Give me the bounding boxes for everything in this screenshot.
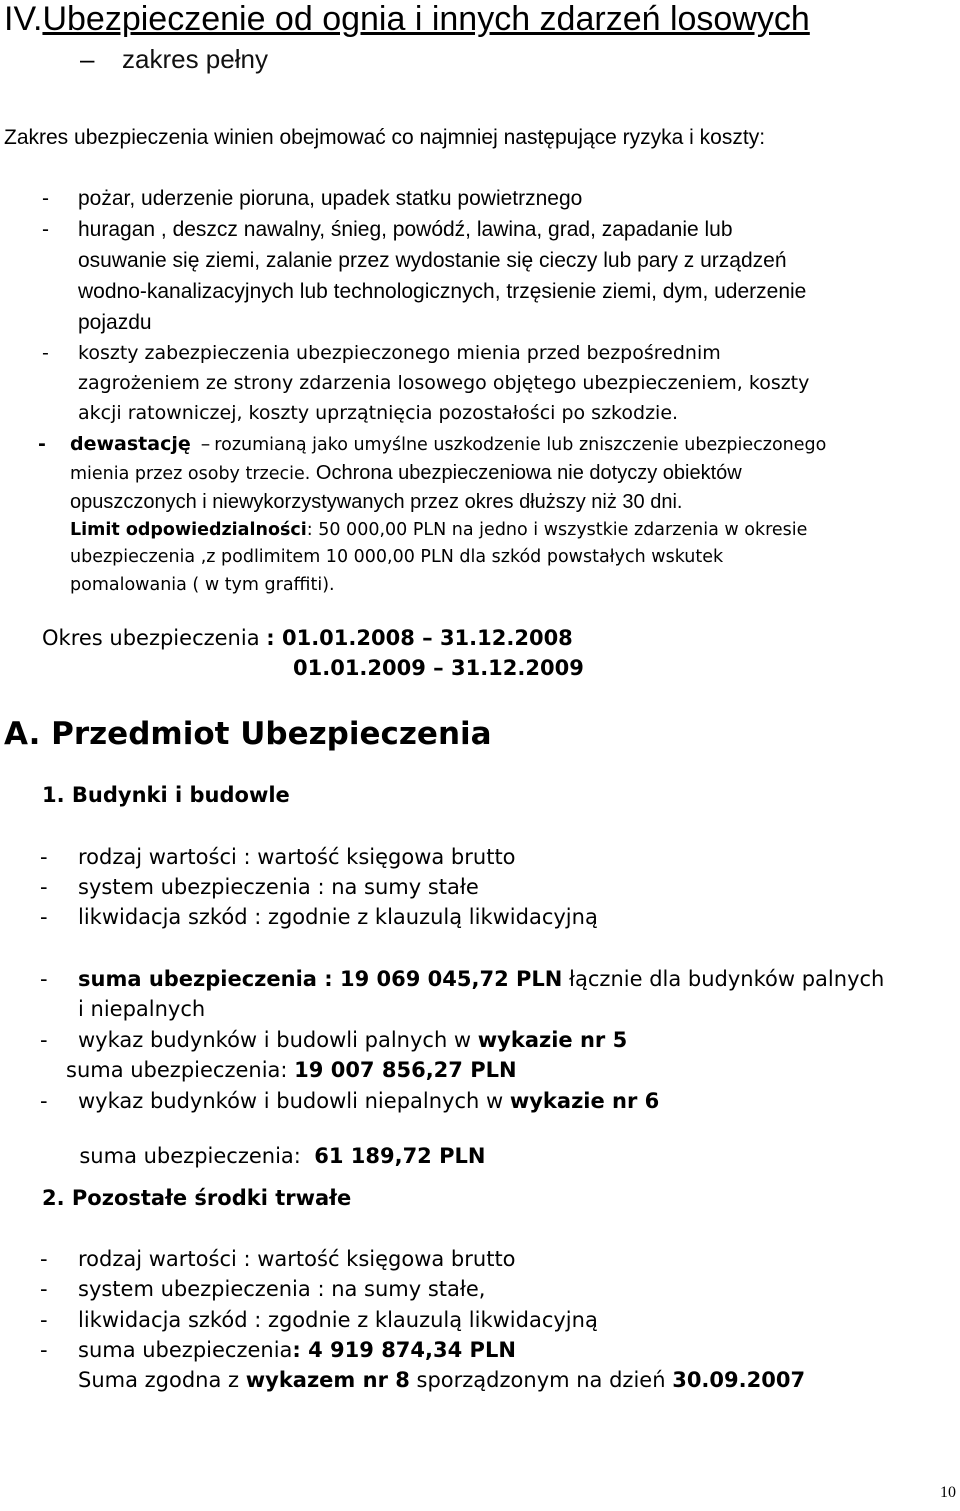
limit-line-1-rest: : 50 000,00 PLN na jedno i wszystkie zdarzenia w okresie [306,520,808,540]
period-1: 01.01.2008 – 31.12.2008 [281,626,573,650]
heading-sub-dash: – [80,44,95,74]
s2-line-5 [78,1368,805,1392]
s1-line-4 [78,967,884,991]
s1-title: 1. Budynki i budowle [42,783,290,807]
s1-line-2: system ubezpieczenia : na sumy stałe [78,875,479,899]
s1-line-6 [78,1089,659,1113]
s1-sum-5 [66,1058,517,1082]
s1-sum-6b: 61 189,72 PLN [314,1144,486,1168]
s1-line-6a: wykaz budynków i budowli niepalnych w [78,1089,510,1113]
s1-dash-2: - [40,875,48,899]
s1-dash-1: - [40,845,48,869]
risk-2-line-1: huragan , deszcz nawalny, śnieg, powódź, lawina, grad, zapadanie lub [78,218,733,241]
s1-sum-6a: suma ubezpieczenia: [79,1144,315,1168]
s1-sum-5a: suma ubezpieczenia: [66,1058,295,1082]
s1-line-5b: wykazie nr 5 [477,1028,628,1052]
limit-line-2: ubezpieczenia ,z podlimitem 10 000,00 PLN dla szkód powstałych wskutek [70,547,724,567]
s2-dash-4: - [40,1338,48,1362]
risk-3-line-3: akcji ratowniczej, koszty uprzątnięcia pozostałości po szkodzie. [78,402,679,424]
s1-line-3: likwidacja szkód : zgodnie z klauzulą likwidacyjną [78,905,598,929]
s1-line-4b: i niepalnych [78,997,206,1021]
s2-line-4 [78,1338,516,1362]
s1-line-6b: wykazie nr 6 [509,1089,660,1113]
risk-dash-3: - [42,342,49,364]
s1-line-4-rest: łącznie dla budynków palnych [562,967,885,991]
s1-line-5 [78,1028,627,1052]
limit-label: Limit odpowiedzialności [70,520,307,540]
s2-line-4a: suma ubezpieczenia [78,1338,293,1362]
period-colon: : [266,626,282,650]
heading-title: Ubezpieczenie od ognia i innych zdarzeń losowych [42,0,810,38]
s2-title: 2. Pozostałe środki trwałe [42,1186,352,1210]
risk-4-line-3: opuszczonych i niewykorzystywanych przez okres dłuższy niż 30 dni. [70,491,683,513]
section-a-title: A. Przedmiot Ubezpieczenia [4,716,492,752]
s2-line-1: rodzaj wartości : wartość księgowa brutto [78,1247,516,1271]
s2-line-5d: 30.09.2007 [672,1368,806,1392]
risk-4-term: dewastację [70,433,191,455]
s1-dash-3: - [40,905,48,929]
risk-4-emdash: – [200,433,211,455]
s1-sum-5b: 19 007 856,27 PLN [294,1058,517,1082]
risk-dash-1: - [42,187,49,210]
s1-sum-6 [66,1120,485,1168]
risk-3-line-1: koszty zabezpieczenia ubezpieczonego mienia przed bezpośrednim [78,342,721,364]
s1-line-1: rodzaj wartości : wartość księgowa brutto [78,845,516,869]
s1-dash-4: - [40,967,48,991]
period-line-1 [42,626,573,650]
limit-line-3: pomalowania ( w tym graffiti). [70,575,335,595]
risk-4-line-1-rest: rozumianą jako umyślne uszkodzenie lub zniszczenie ubezpieczonego [214,435,827,455]
risk-dash-4: - [38,433,46,455]
s2-line-5b: wykazem nr 8 [245,1368,410,1392]
risk-4-line-2 [70,462,742,485]
limit-line-1 [70,520,807,540]
risk-dash-2: - [42,218,49,241]
s2-line-2: system ubezpieczenia : na sumy stałe, [78,1277,486,1301]
risk-3-line-2: zagrożeniem ze strony zdarzenia losowego objętego ubezpieczeniem, koszty [78,372,810,394]
risk-4-line-2b: Ochrona ubezpieczeniowa nie dotyczy obiektów [315,462,742,484]
risk-4-line-2a: mienia przez osoby trzecie. [70,464,311,484]
risk-1: pożar, uderzenie pioruna, upadek statku powietrznego [78,187,583,210]
s2-dash-2: - [40,1277,48,1301]
s1-line-5a: wykaz budynków i budowli palnych w [78,1028,478,1052]
heading-subtitle: zakres pełny [122,44,268,74]
page-number: 10 [940,1484,956,1501]
s2-dash-3: - [40,1308,48,1332]
s2-line-5a: Suma zgodna z [78,1368,246,1392]
s1-dash-6: - [40,1089,48,1113]
section-heading [4,0,810,39]
s2-dash-1: - [40,1247,48,1271]
risk-2-line-3: wodno-kanalizacyjnych lub technologicznych, trzęsienie ziemi, dym, uderzenie [78,280,807,303]
s2-line-4b: : 4 919 874,34 PLN [292,1338,516,1362]
risk-2-line-2: osuwanie się ziemi, zalanie przez wydostanie się cieczy lub pary z urządzeń [78,249,787,272]
s1-line-4-bold: suma ubezpieczenia : 19 069 045,72 PLN [78,967,563,991]
period-2: 01.01.2009 – 31.12.2009 [293,656,584,680]
heading-prefix: IV. [4,0,43,38]
period-label: Okres ubezpieczenia [42,626,267,650]
s2-line-5c: sporządzonym na dzień [409,1368,673,1392]
s2-line-3: likwidacja szkód : zgodnie z klauzulą likwidacyjną [78,1308,598,1332]
risk-4-line-1 [70,433,826,455]
risk-2-line-4: pojazdu [78,311,152,334]
intro-text: Zakres ubezpieczenia winien obejmować co najmniej następujące ryzyka i koszty: [4,126,766,149]
s1-dash-5: - [40,1028,48,1052]
